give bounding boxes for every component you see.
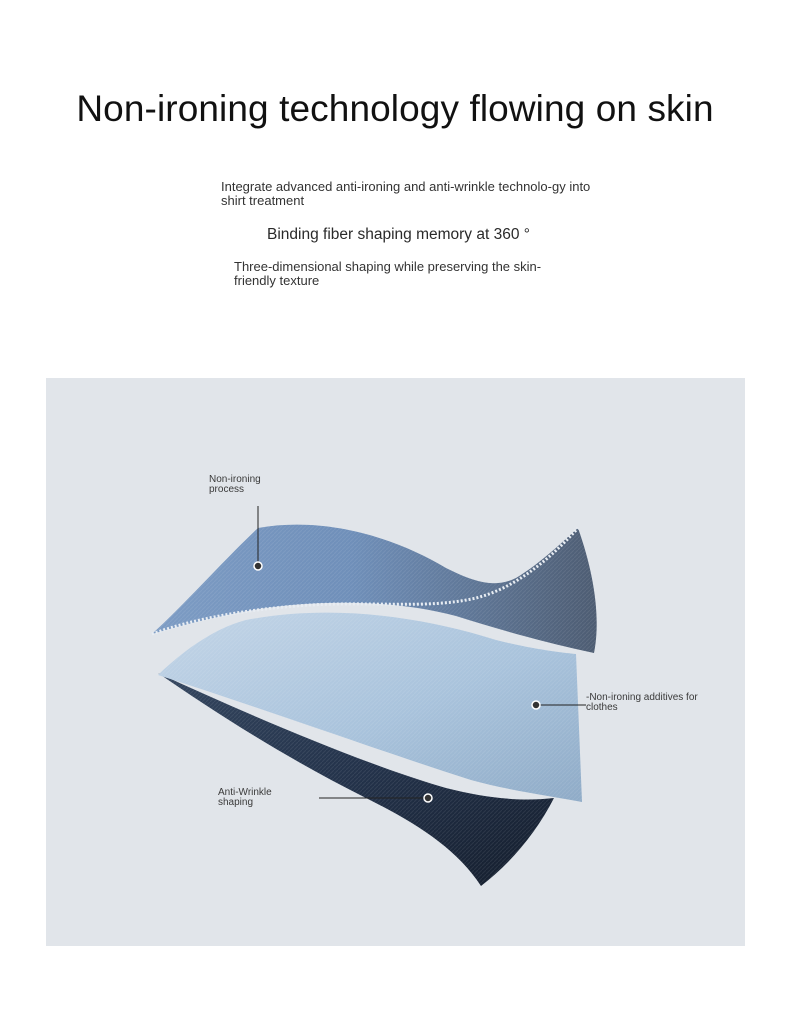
intro-text: Integrate advanced anti-ironing and anti-wrinkle technolo-gy into shirt treatment <box>221 179 591 208</box>
page-headline: Non-ironing technology flowing on skin <box>76 88 714 129</box>
fabric-layers-illustration <box>46 378 745 946</box>
callout-additives-label: -Non-ironing additives for clothes <box>586 692 698 713</box>
fabric-layers-graphic <box>46 378 745 946</box>
callout-wrinkle-label: Anti-Wrinkle shaping <box>218 787 272 808</box>
wrinkle-marker-dot <box>424 794 432 802</box>
preserve-text: Three-dimensional shaping while preserving the skin-friendly texture <box>234 259 542 288</box>
callout-process-label: Non-ironing process <box>209 474 261 495</box>
additives-marker-dot <box>532 701 540 709</box>
binding-subheading: Binding fiber shaping memory at 360 ° <box>267 226 530 243</box>
process-marker-dot <box>254 562 262 570</box>
